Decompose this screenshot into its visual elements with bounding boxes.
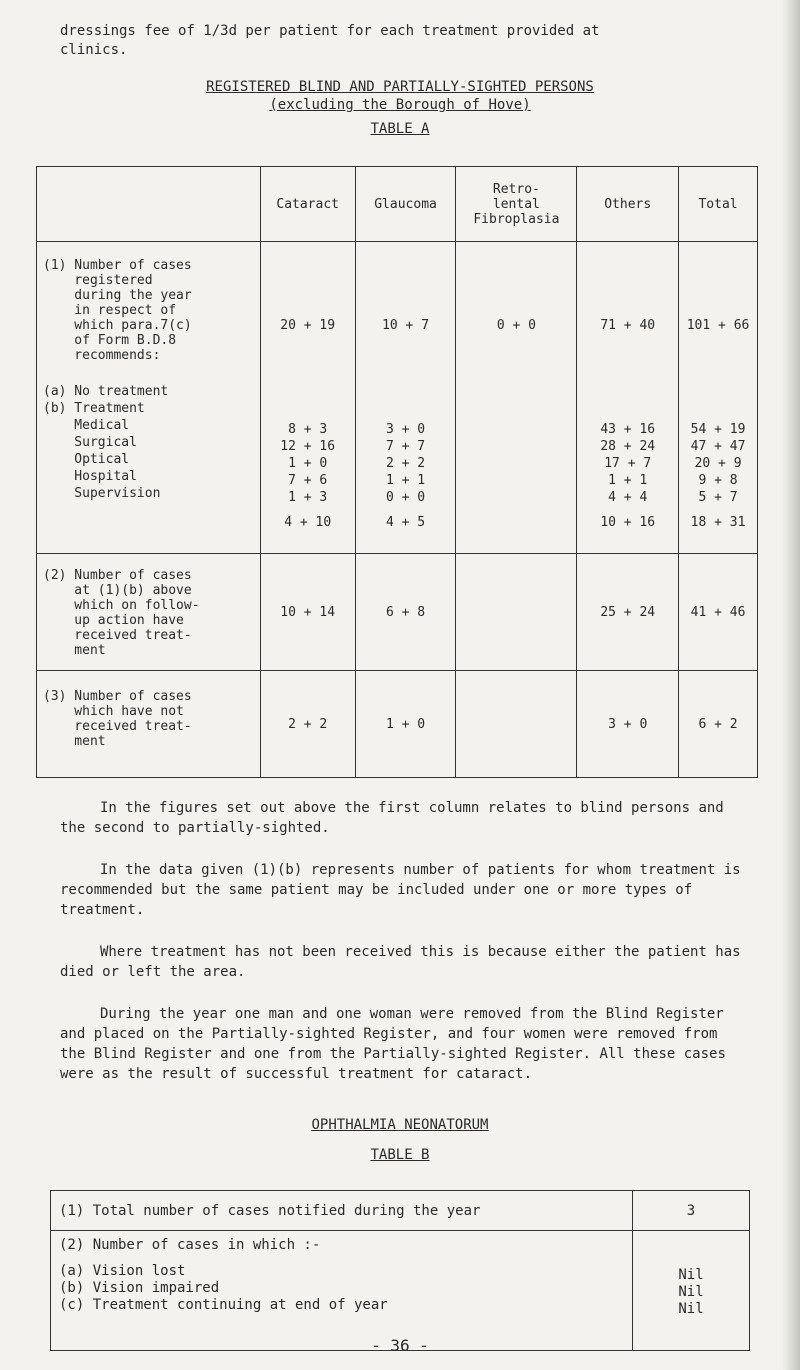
glaucoma-b: 7 + 7 <box>385 439 426 454</box>
s3-cataract: 2 + 2 <box>260 671 355 778</box>
col-header-glaucoma: Glaucoma <box>355 167 456 242</box>
sub-label-hospital: Hospital Supervision <box>74 469 161 501</box>
col-header-cataract: Cataract <box>260 167 355 242</box>
s3-retrolental <box>456 671 577 778</box>
glaucoma-optical: 0 + 0 <box>385 490 426 505</box>
glaucoma-surgical: 1 + 1 <box>385 473 426 488</box>
table-a-section-1 <box>37 242 758 554</box>
glaucoma-hospital: 4 + 5 <box>385 515 426 530</box>
page-number: - 36 - <box>371 1336 429 1355</box>
others-surgical: 1 + 1 <box>608 473 648 488</box>
table-b <box>50 1190 750 1351</box>
note-paragraph-4: During the year one man and one woman were removed from the Blind Register and placed on the Partially-sighted Register, and four women were removed from the Blind Register and one from the Partially-sighted Register. All these cases were as the result of successful treatment for cataract. <box>60 1006 735 1082</box>
table-b-row-2 <box>51 1231 750 1351</box>
s3-others: 3 + 0 <box>577 671 679 778</box>
cataract-hospital: 4 + 10 <box>284 515 332 530</box>
total-hospital: 18 + 31 <box>690 515 746 530</box>
table-a-section-2 <box>37 554 758 671</box>
table-b-value-c: Nil <box>678 1301 704 1317</box>
others-main: 71 + 40 <box>600 318 656 333</box>
heading-b-title: OPHTHALMIA NEONATORUM <box>311 1117 489 1133</box>
others-hospital: 10 + 16 <box>600 515 656 530</box>
cataract-b: 12 + 16 <box>280 439 336 454</box>
table-a-corner <box>37 167 261 242</box>
glaucoma-medical: 2 + 2 <box>385 456 426 471</box>
section-2-label: (2) Number of cases at (1)(b) above which on follow- up action have received treat- ment <box>43 568 200 658</box>
glaucoma-a: 3 + 0 <box>385 422 426 437</box>
col-header-retrolental: Retro- lental Fibroplasia <box>456 167 577 242</box>
table-b-row-1 <box>51 1191 750 1231</box>
table-b-item-a: (a) Vision lost <box>59 1263 186 1279</box>
note-paragraph-3: Where treatment has not been received this is because either the patient has died or left the area. <box>60 944 750 980</box>
glaucoma-main: 10 + 7 <box>382 318 430 333</box>
total-b: 47 + 47 <box>690 439 746 454</box>
table-a-header-row <box>37 167 758 242</box>
s2-others: 25 + 24 <box>577 554 679 671</box>
note-paragraph-2: In the data given (1)(b) represents number of patients for whom treatment is recommended but the same patient may be included under one or more types of treatment. <box>60 862 750 918</box>
table-b-row1-label: (1) Total number of cases notified during the year <box>51 1191 633 1231</box>
intro-line-1: dressings fee of 1/3d per patient for each treatment provided at <box>60 23 600 39</box>
section-1-label: (1) Number of cases registered during the year in respect of which para.7(c) of Form B.D.8 recommends: <box>43 258 192 363</box>
sub-label-a: (a) No treatment <box>43 384 169 399</box>
total-main: 101 + 66 <box>686 318 750 333</box>
table-b-row2-label: (2) Number of cases in which :- <box>59 1237 321 1253</box>
s2-retrolental <box>456 554 577 671</box>
cataract-surgical: 7 + 6 <box>288 473 328 488</box>
table-b-item-c: (c) Treatment continuing at end of year <box>59 1297 388 1313</box>
table-b-label: TABLE B <box>370 1147 430 1163</box>
table-b-value-b: Nil <box>678 1284 704 1300</box>
sub-label-b: (b) Treatment <box>43 401 145 416</box>
sub-label-surgical: Surgical <box>43 435 137 450</box>
cataract-medical: 1 + 0 <box>288 456 328 471</box>
heading-a-title: REGISTERED BLIND AND PARTIALLY-SIGHTED PERSONS <box>206 79 594 95</box>
sub-label-optical: Optical <box>43 452 130 467</box>
s2-glaucoma: 6 + 8 <box>355 554 456 671</box>
table-b-item-b: (b) Vision impaired <box>59 1280 220 1296</box>
col-header-total: Total <box>679 167 758 242</box>
table-b-row1-value: 3 <box>633 1191 750 1231</box>
col-header-others: Others <box>577 167 679 242</box>
s3-total: 6 + 2 <box>679 671 758 778</box>
total-medical: 20 + 9 <box>694 456 742 471</box>
section-3-label: (3) Number of cases which have not received treat- ment <box>43 689 192 749</box>
intro-line-2: clinics. <box>60 42 128 58</box>
table-a <box>36 166 758 778</box>
s3-glaucoma: 1 + 0 <box>355 671 456 778</box>
sub-label-medical: Medical <box>43 418 130 433</box>
total-a: 54 + 19 <box>690 422 746 437</box>
others-optical: 4 + 4 <box>608 490 648 505</box>
retrolental-main: 0 + 0 <box>496 318 536 333</box>
others-b: 28 + 24 <box>600 439 656 454</box>
table-a-section-3 <box>37 671 758 778</box>
table-a-label: TABLE A <box>370 121 430 137</box>
total-surgical: 9 + 8 <box>698 473 738 488</box>
cataract-main: 20 + 19 <box>280 318 336 333</box>
heading-a-subtitle: (excluding the Borough of Hove) <box>269 97 531 113</box>
note-paragraph-1: In the figures set out above the first column relates to blind persons and the second to partially-sighted. <box>60 800 733 836</box>
table-b-value-a: Nil <box>678 1267 704 1283</box>
s2-cataract: 10 + 14 <box>260 554 355 671</box>
others-a: 43 + 16 <box>600 422 656 437</box>
cataract-optical: 1 + 3 <box>288 490 328 505</box>
others-medical: 17 + 7 <box>604 456 652 471</box>
cataract-a: 8 + 3 <box>288 422 328 437</box>
total-optical: 5 + 7 <box>698 490 738 505</box>
s2-total: 41 + 46 <box>679 554 758 671</box>
